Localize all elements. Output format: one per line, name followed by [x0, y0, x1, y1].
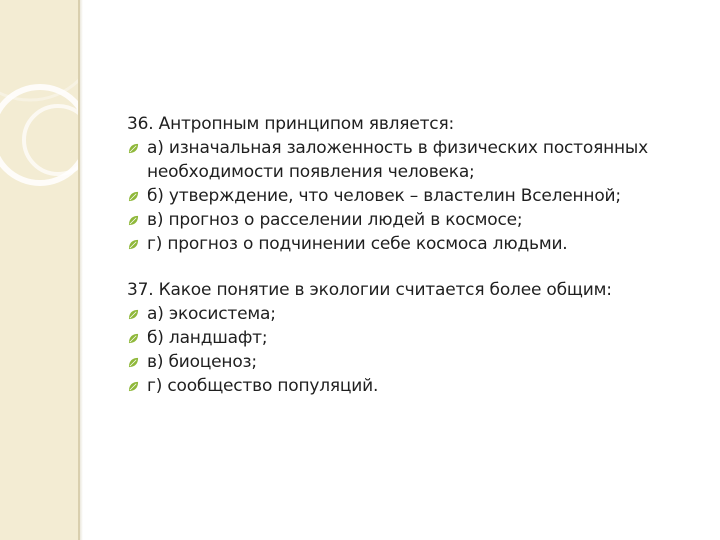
leaf-bullet-icon	[128, 239, 139, 250]
question-37-title: 37. Какое понятие в экологии считается более общим:	[127, 280, 612, 300]
question-37-option-d	[127, 374, 707, 398]
question-36-option-b	[127, 184, 707, 208]
question-37-option-c	[127, 350, 707, 374]
side-divider-shadow	[80, 0, 83, 540]
question-37-option-a	[127, 302, 707, 326]
option-text: г) прогноз о подчинении себе космоса людьми.	[147, 234, 568, 254]
leaf-bullet-icon	[128, 143, 139, 154]
slide-content	[127, 112, 707, 398]
leaf-bullet-icon	[128, 333, 139, 344]
question-36-option-c	[127, 208, 707, 232]
leaf-bullet-icon	[128, 357, 139, 368]
option-text: а) изначальная заложенность в физических постоянных необходимости появления человека;	[147, 138, 649, 182]
leaf-bullet-icon	[128, 381, 139, 392]
option-text: б) утверждение, что человек – властелин Вселенной;	[147, 186, 621, 206]
question-36-option-a	[127, 136, 707, 184]
question-36-option-d	[127, 232, 707, 256]
spacer	[127, 256, 707, 278]
question-37-options	[127, 302, 707, 398]
decorative-circles	[0, 0, 78, 540]
leaf-bullet-icon	[128, 309, 139, 320]
option-text: г) сообщество популяций.	[147, 376, 379, 396]
question-36-title: 36. Антропным принципом является:	[127, 114, 454, 134]
leaf-bullet-icon	[128, 191, 139, 202]
leaf-bullet-icon	[128, 215, 139, 226]
option-text: в) прогноз о расселении людей в космосе;	[147, 210, 523, 230]
option-text: а) экосистема;	[147, 304, 276, 324]
question-36-options	[127, 136, 707, 256]
question-37-option-b	[127, 326, 707, 350]
option-text: б) ландшафт;	[147, 328, 268, 348]
option-text: в) биоценоз;	[147, 352, 257, 372]
decorative-side-panel	[0, 0, 78, 540]
